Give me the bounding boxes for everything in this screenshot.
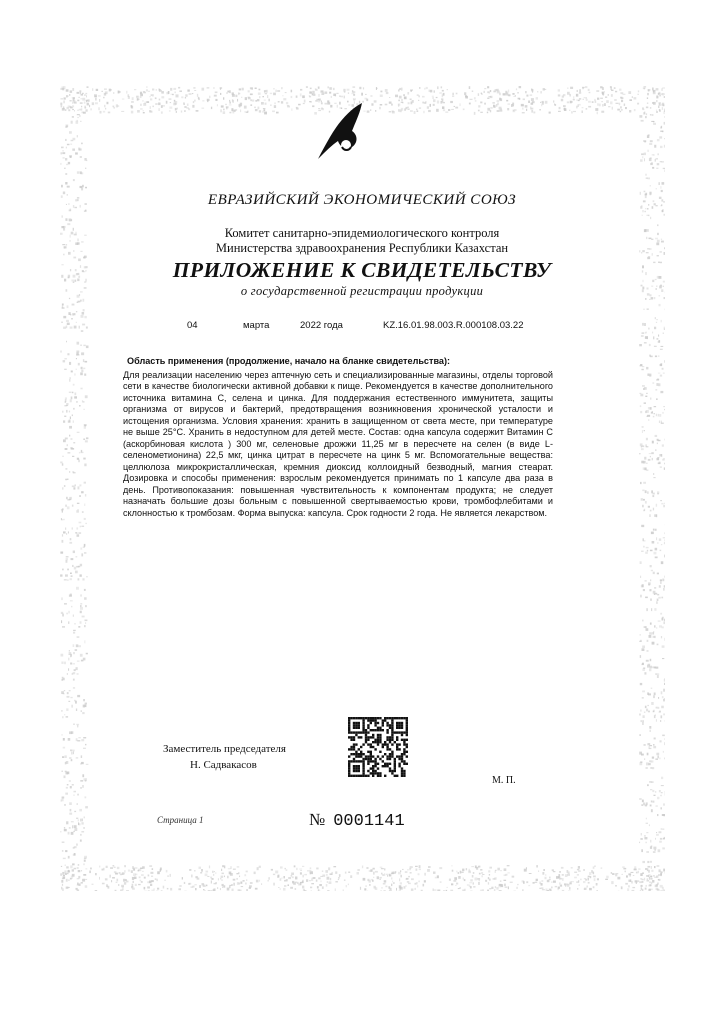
scope-heading: Область применения (продолжение, начало на бланке свидетельства): bbox=[127, 356, 451, 366]
serial-digits: 0001141 bbox=[333, 812, 405, 831]
application-scope bbox=[123, 356, 553, 519]
bird-emblem-logo bbox=[316, 101, 364, 163]
date-year: 2022 года bbox=[300, 320, 343, 331]
scope-text: Для реализации населению через аптечную сеть и специализированные магазины, отделы торговой сети в качестве биологически активной добавки к пище. Рекомендуется в качестве дополнительного источника витамина С, селена и цинка. Для поддержания естественного иммунитета, защиты организма от вирусов и бактерий, предотвращения возникновения хронической усталости и истощения организма. Условия хранения: хранить в защищенном от света месте, при температуре не выше 25°С. Хранить в недоступном для детей месте. Состав: одна капсула содержит Витамин С (аскорбиновая кислота ) 300 мг, селеновые дрожжи 11,25 мг в пересчете на селен (в виде L-селенометионина) 22,5 мкг, цинка цитрат в пересчете на цинк 5 мг. Вспомогательные вещества: целлюлоза микрокристаллическая, кремния диоксид коллоидный безводный, магния стеарат. Дозировка и способы применения: взрослым рекомендуется принимать по 1 капсуле два раза в день. Противопоказания: повышенная чувствительность к компонентам продукта; не следует назначать большие дозы больным с повышенной свертываемостью крови, тромбофлебитами и склонностью к тромбозам. Форма выпуска: капсула. Срок годности 2 года. Не является лекарством. bbox=[123, 369, 553, 518]
union-name: ЕВРАЗИЙСКИЙ ЭКОНОМИЧЕСКИЙ СОЮЗ bbox=[207, 192, 517, 208]
issuing-committee bbox=[0, 226, 724, 256]
date-day: 04 bbox=[187, 320, 198, 331]
committee-line: Комитет санитарно-эпидемиологического контроля bbox=[224, 226, 500, 240]
serial-number bbox=[309, 810, 405, 831]
signatory-name: Н. Садвакасов bbox=[190, 759, 257, 771]
page-label: Страница 1 bbox=[157, 815, 204, 825]
signatory-position: Заместитель председателя bbox=[163, 743, 286, 755]
date-month: марта bbox=[243, 320, 270, 331]
ministry-line: Министерства здравоохранения Республики Казахстан bbox=[215, 241, 509, 255]
signatory-block bbox=[163, 741, 286, 773]
qr-code bbox=[348, 717, 408, 777]
document-title: ПРИЛОЖЕНИЕ К СВИДЕТЕЛЬСТВУ bbox=[172, 258, 552, 282]
seal-place-mark: М. П. bbox=[492, 775, 516, 786]
document-subtitle: о государственной регистрации продукции bbox=[240, 284, 484, 298]
number-sign: № bbox=[309, 810, 326, 829]
registration-number: KZ.16.01.98.003.R.000108.03.22 bbox=[383, 320, 524, 331]
